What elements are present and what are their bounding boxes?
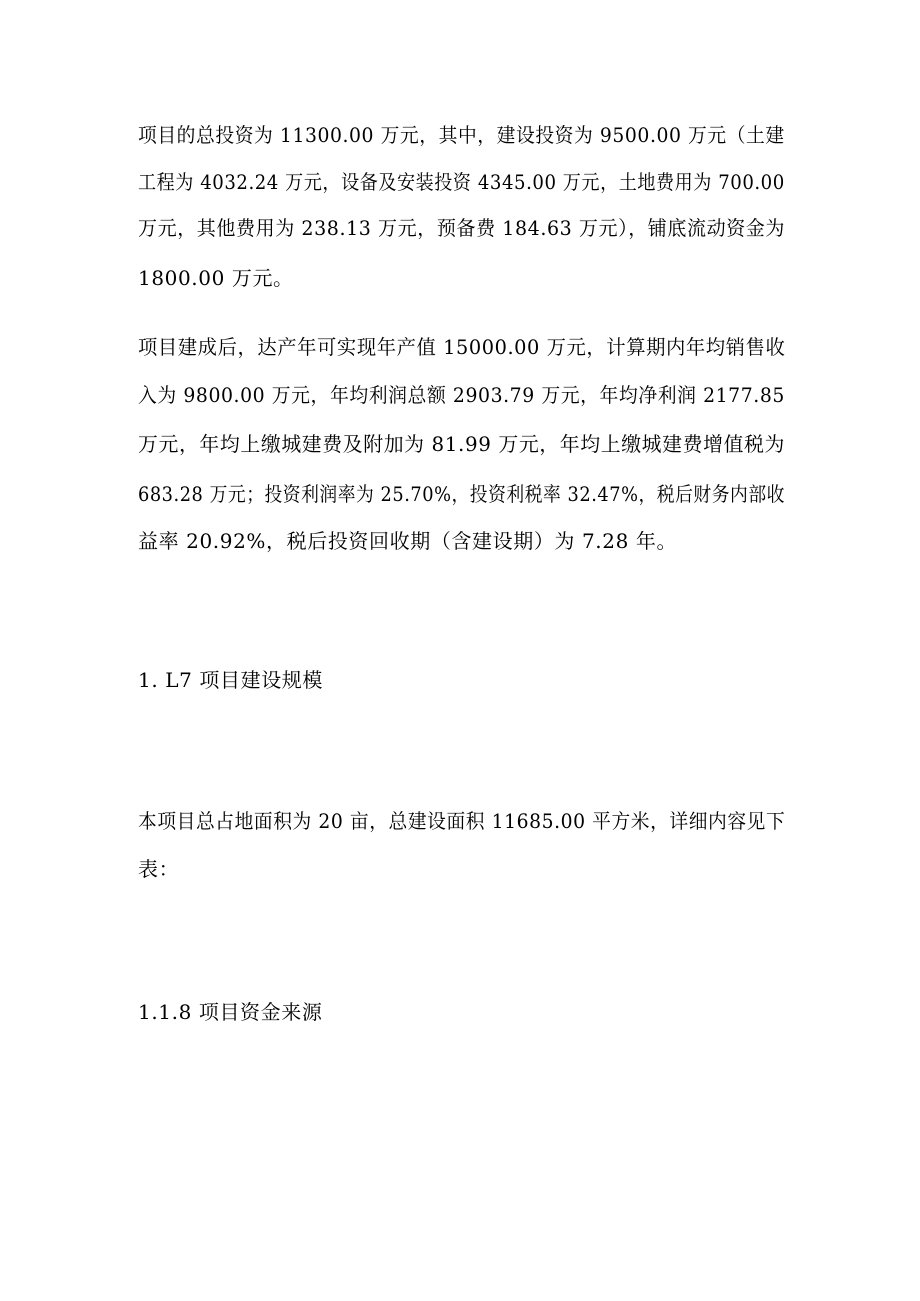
paragraph-1-line-3: 万元，其他费用为 238.13 万元，预备费 184.63 万元），铺底流动资金为 (138, 216, 786, 240)
paragraph-2-line-4: 683.28 万元；投资利润率为 25.70%，投资利税率 32.47%，税后财务内部收 (138, 482, 785, 506)
section-heading-fund-source: 1.1.8 项目资金来源 (138, 1000, 323, 1024)
paragraph-2-line-3: 万元，年均上缴城建费及附加为 81.99 万元，年均上缴城建费增值税为 (138, 432, 786, 456)
paragraph-1-line-4: 1800.00 万元。 (138, 266, 294, 290)
paragraph-2-line-1: 项目建成后，达产年可实现年产值 15000.00 万元，计算期内年均销售收 (138, 335, 786, 359)
paragraph-2-line-5: 益率 20.92%，税后投资回收期（含建设期）为 7.28 年。 (138, 529, 678, 553)
paragraph-2-line-2: 入为 9800.00 万元，年均利润总额 2903.79 万元，年均净利润 2177.85 (138, 383, 785, 407)
paragraph-1-line-2: 工程为 4032.24 万元，设备及安装投资 4345.00 万元，土地费用为 700.00 (138, 170, 785, 194)
section-scale-line-2: 表： (138, 857, 180, 881)
section-scale-line-1: 本项目总占地面积为 20 亩，总建设面积 11685.00 平方米，详细内容见下 (138, 809, 786, 833)
section-heading-project-scale: 1. L7 项目建设规模 (138, 668, 324, 692)
paragraph-1-line-1: 项目的总投资为 11300.00 万元，其中，建设投资为 9500.00 万元（土建 (138, 123, 785, 147)
